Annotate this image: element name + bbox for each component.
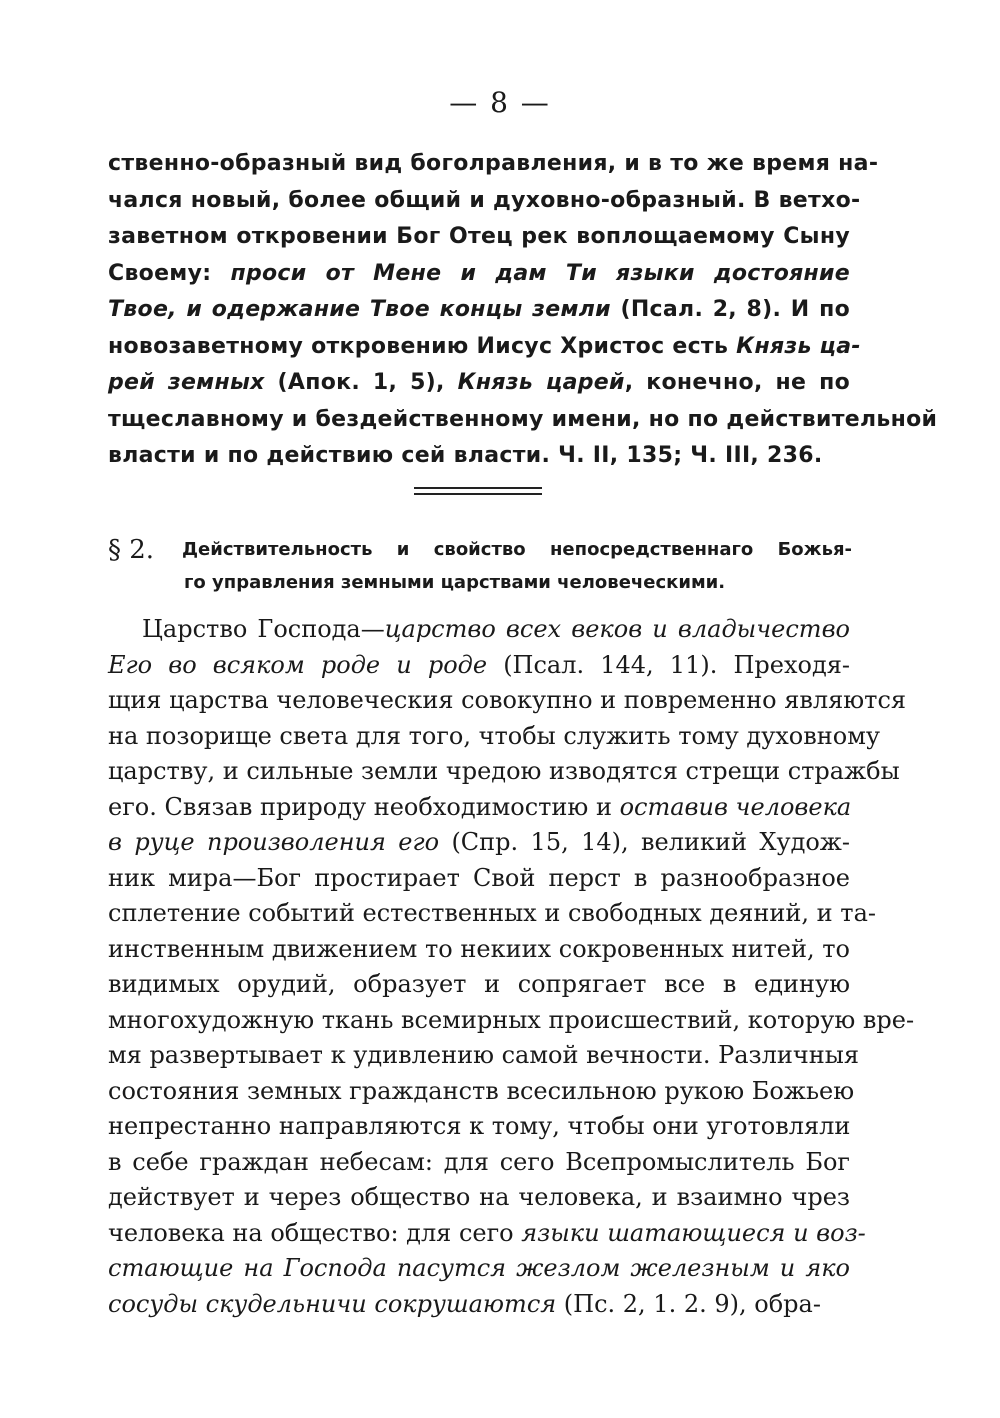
text-line	[108, 1003, 915, 1039]
italic-text: оставив человека	[619, 792, 852, 821]
text-span: заветном откровении Бог Отец рек воплощаемому Сыну	[108, 224, 850, 249]
text-span: царству, и сильные земли чредою изводятся стрещи стражбы	[108, 757, 900, 785]
text-line	[108, 183, 861, 220]
text-line	[108, 146, 879, 183]
text-span: (Псал. 2, 8). И по	[610, 297, 850, 322]
italic-text: проси от Мене и дам Ти языки достояние	[230, 260, 850, 286]
text-span: щия царства человеческия совокупно и повременно являются	[108, 686, 907, 714]
text-line	[108, 256, 850, 293]
italic-text: царство всех веков и владычество	[384, 615, 850, 643]
section-title-line-1: Действительность и свойство непосредственнаго Божья-	[182, 539, 852, 560]
text-span: тщеславному и бездейственному имени, но по действительной	[108, 406, 938, 432]
text-span: состояния земных гражданств всесильною рукою Божьею	[108, 1076, 855, 1105]
text-line	[108, 1038, 859, 1074]
italic-text: стающие на Господа пасутся жезлом железным и яко	[108, 1254, 850, 1282]
text-line	[108, 402, 938, 439]
text-line	[108, 861, 850, 897]
text-span: человека на общество: для сего	[108, 1218, 522, 1247]
italic-text: Князь ца-	[736, 333, 861, 359]
italic-text: Князь царей	[457, 370, 625, 395]
italic-text: рей земных	[108, 370, 265, 395]
text-span: чался новый, более общий и духовно-образный. В ветхо-	[108, 187, 861, 213]
text-line	[108, 1145, 850, 1181]
text-span: власти и по действию сей власти. Ч. II, 135; Ч. III, 236.	[108, 443, 823, 468]
text-span: новозаветному откровению Иисус Христос есть	[108, 333, 737, 359]
text-span: его. Связав природу необходимостию и	[108, 792, 620, 821]
text-line	[108, 825, 850, 861]
text-line	[108, 365, 850, 402]
divider-rule-bottom	[414, 493, 542, 495]
section-number: § 2.	[108, 535, 155, 565]
text-line	[108, 932, 850, 968]
italic-text: языки шатающиеся и воз-	[521, 1218, 866, 1247]
section-divider	[414, 487, 542, 499]
text-line	[108, 612, 850, 648]
text-span: мя развертывает к удивлению самой вечности. Различныя	[108, 1041, 859, 1069]
text-span: , конечно, не по	[624, 370, 851, 395]
italic-text: Его во всяком роде и роде	[108, 650, 488, 679]
text-span: непрестанно направляются к тому, чтобы они уготовляли	[108, 1112, 851, 1140]
text-span: видимых орудий, образует и сопрягает все в единую	[108, 970, 850, 998]
text-line	[108, 1180, 850, 1216]
text-line	[108, 1216, 866, 1252]
divider-rule-top	[414, 487, 542, 489]
text-line	[108, 1287, 850, 1323]
text-line	[108, 219, 850, 256]
text-line	[108, 967, 850, 1003]
text-span: (Апок. 1, 5),	[264, 370, 458, 395]
section-title	[182, 533, 852, 599]
italic-text: Твое, и одержание Твое концы земли	[108, 297, 611, 322]
paragraph-1	[108, 146, 938, 475]
text-span: действует и через общество на человека, и взаимно чрез	[108, 1183, 850, 1211]
text-line	[108, 438, 850, 475]
italic-text: в руце произволения его	[108, 828, 440, 856]
text-span: сплетение событий естественных и свободных деяний, и та-	[108, 899, 876, 927]
text-span: на позорище света для того, чтобы служить тому духовному	[108, 721, 880, 750]
text-line	[108, 1251, 850, 1287]
text-line	[108, 754, 900, 790]
text-line	[108, 1074, 855, 1110]
text-line	[108, 790, 850, 826]
text-span: ственно-образный вид боголравления, и в то же время на-	[108, 151, 879, 176]
text-line	[108, 896, 876, 932]
text-span: (Спр. 15, 14), великий Худож-	[439, 828, 850, 856]
text-line	[108, 683, 907, 719]
text-line	[108, 648, 850, 684]
italic-text: сосуды скудельничи сокрушаются	[108, 1289, 557, 1318]
section-title-line-2: го управления земными царствами человеческими.	[184, 572, 726, 593]
paragraph-2	[108, 612, 915, 1322]
text-span: (Псал. 144, 11). Преходя-	[487, 650, 850, 679]
text-line	[108, 1109, 850, 1145]
text-span: (Пс. 2, 1. 2. 9), обра-	[556, 1289, 821, 1318]
text-span: ник мира—Бог простирает Свой перст в разнообразное	[108, 863, 850, 892]
text-line	[108, 719, 880, 755]
text-line	[108, 292, 850, 329]
text-span: многохудожную ткань всемирных происшествий, которую вре-	[108, 1005, 915, 1034]
text-span: Царство Господа—	[142, 615, 385, 643]
text-span: в себе граждан небесам: для сего Всепромыслитель Бог	[108, 1147, 850, 1176]
page-number: — 8 —	[449, 86, 551, 119]
text-line	[108, 329, 861, 366]
text-span: Своему:	[108, 260, 231, 286]
text-span: инственным движением то некиих сокровенных нитей, то	[108, 934, 850, 963]
